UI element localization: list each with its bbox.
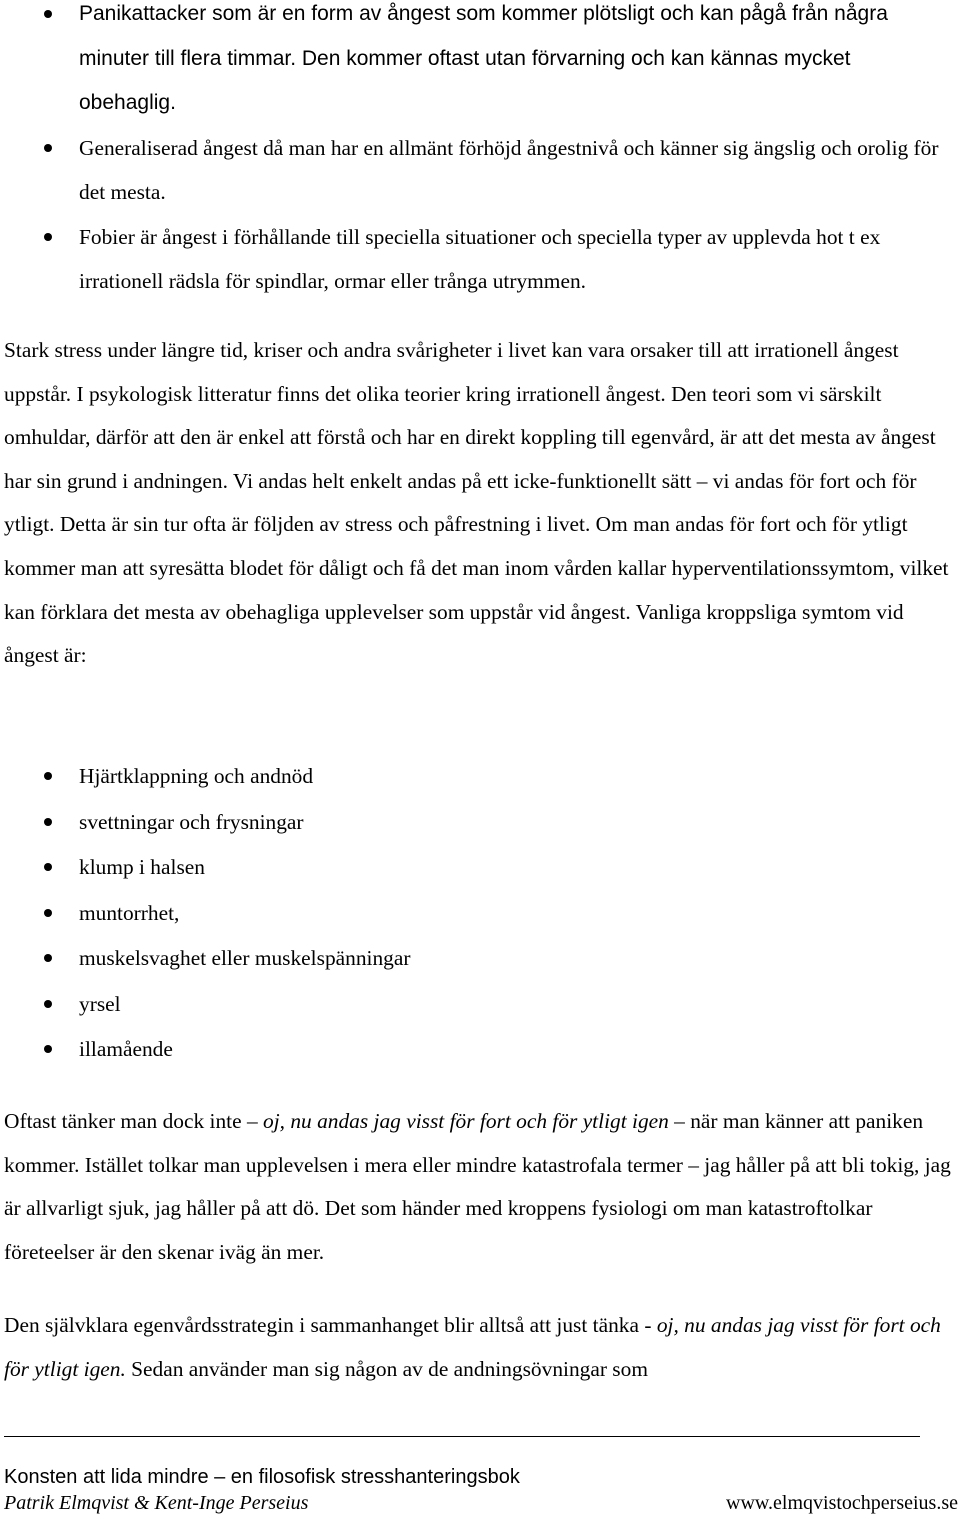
list-item-text: Panikattacker som är en form av ångest som kommer plötsligt och kan pågå från några minuter till flera timmar. Den kommer oftast utan förvarning och kan kännas mycket obehaglig. — [79, 2, 888, 114]
list-item-text: klump i halsen — [79, 855, 205, 879]
list-item-text: Hjärtklappning och andnöd — [79, 764, 314, 788]
bullet-icon — [44, 954, 52, 962]
italic-text: oj, nu andas jag visst för fort och för ytligt igen. — [4, 1313, 941, 1381]
paragraph-thoughts — [4, 1100, 954, 1274]
list-item — [0, 0, 960, 126]
footer-book-title: Konsten att lida mindre – en filosofisk stresshanteringsbok — [4, 1466, 520, 1488]
list-item — [0, 215, 960, 304]
list-item — [0, 754, 960, 800]
paragraph-text: Sedan använder man sig någon av de andningsövningar som — [125, 1356, 648, 1381]
paragraph-text: Oftast tänker man dock inte – — [4, 1109, 263, 1133]
footer-authors: Patrik Elmqvist & Kent-Inge Perseius — [4, 1492, 309, 1514]
list-item-text: Fobier är ångest i förhållande till speciella situationer och speciella typer av upplevda hot t ex irrationell rädsla för spindlar, ormar eller trånga utrymmen. — [79, 224, 881, 293]
list-item — [0, 982, 960, 1028]
list-item-text: yrsel — [79, 991, 121, 1016]
bullet-icon — [44, 772, 52, 780]
bullet-icon — [44, 144, 52, 152]
anxiety-types-list — [0, 0, 960, 304]
list-item-text: svettningar och frysningar — [79, 809, 304, 834]
bullet-icon — [44, 863, 52, 871]
list-item-text: muskelsvaghet eller muskelspänningar — [79, 946, 411, 970]
list-item — [0, 126, 960, 215]
paragraph-strategy — [4, 1304, 954, 1391]
footer-url: www.elmqvistochperseius.se — [726, 1492, 958, 1514]
bullet-icon — [44, 909, 52, 917]
paragraph-stress: Stark stress under längre tid, kriser och andra svårigheter i livet kan vara orsaker till att irrationell ångest uppstår. I psykologisk litteratur finns det olika teorier kring irrationell ångest. Den teori som vi särskilt omhuldar, därför att den är enkel att förstå och har en direkt koppling till egenvård, är att det mesta av ångest har sin grund i andningen. Vi andas helt enkelt andas på ett icke-funktionellt sätt – vi andas för fort och för ytligt. Detta är sin tur ofta är följden av stress och påfrestning i livet. Om man andas för fort och för ytligt kommer man att syresätta blodet för dåligt och få det man inom vården kallar hyperventilationssymtom, vilket kan förklara det mesta av obehagliga upplevelser som uppstår vid ångest. Vanliga kroppsliga symtom vid ångest är: — [4, 338, 949, 668]
bullet-icon — [44, 1045, 52, 1053]
bullet-icon — [44, 233, 52, 241]
italic-text: oj, nu andas jag visst för fort och för ytligt igen — [263, 1109, 669, 1133]
list-item-text: illamående — [79, 1037, 173, 1061]
list-item-text: muntorrhet, — [79, 900, 180, 925]
list-item — [0, 936, 960, 982]
symptoms-list — [0, 754, 960, 1073]
footer-divider — [4, 1436, 920, 1437]
list-item — [0, 845, 960, 891]
paragraph-text: – när man känner att paniken kommer. Istället tolkar man upplevelsen i mera eller mindre katastrofala termer – jag håller på att bli tokig, jag är allvarligt sjuk, jag håller på att dö. Det som händer med kroppens fysiologi om man katastroftolkar företeelser är den skenar iväg än mer. — [4, 1109, 951, 1264]
paragraph-text: Den självklara egenvårdsstrategin i sammanhanget blir alltså att just tänka - — [4, 1313, 657, 1337]
bullet-icon — [44, 818, 52, 826]
list-item — [0, 1027, 960, 1073]
list-item — [0, 800, 960, 846]
list-item — [0, 891, 960, 937]
bullet-icon — [44, 10, 52, 18]
list-item-text: Generaliserad ångest då man har en allmänt förhöjd ångestnivå och känner sig ängslig och orolig för det mesta. — [79, 135, 939, 204]
bullet-icon — [44, 1000, 52, 1008]
